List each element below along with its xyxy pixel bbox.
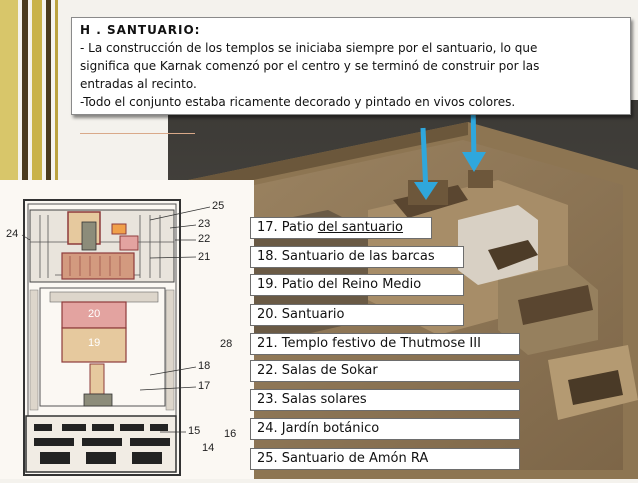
legend-item-23: 23. Salas solares xyxy=(250,389,520,411)
plan-number-21: 21 xyxy=(198,251,211,263)
title-underline xyxy=(80,133,195,134)
legend-item-25: 25. Santuario de Amón RA xyxy=(250,448,520,470)
plan-number-19: 19 xyxy=(88,337,101,349)
plan-number-18: 18 xyxy=(198,360,211,372)
plan-number-20: 20 xyxy=(88,308,101,320)
legend-item-19: 19. Patio del Reino Medio xyxy=(250,274,464,296)
legend-item-18: 18. Santuario de las barcas xyxy=(250,246,464,268)
legend-item-22: 22. Salas de Sokar xyxy=(250,360,520,382)
plan-number-25: 25 xyxy=(212,200,225,212)
legend-item-24: 24. Jardín botánico xyxy=(250,418,520,440)
plan-number-15: 15 xyxy=(188,425,201,437)
slide-line-4: -Todo el conjunto estaba ricamente decorado y pintado en vivos colores. xyxy=(80,95,516,109)
legend-item-20: 20. Santuario xyxy=(250,304,464,326)
legend-item-17: 17. Patio del santuario xyxy=(250,217,432,239)
temple-floor-plan xyxy=(0,180,254,479)
plan-number-16: 16 xyxy=(224,428,237,440)
slide-line-2: significa que Karnak comenzó por el centro y se terminó de construir por las xyxy=(80,59,540,73)
plan-number-28: 28 xyxy=(220,338,233,350)
slide-line-1: - La construcción de los templos se iniciaba siempre por el santuario, lo que xyxy=(80,41,538,55)
slide-line-3: entradas al recinto. xyxy=(80,77,197,91)
plan-number-14: 14 xyxy=(202,442,215,454)
plan-number-17: 17 xyxy=(198,380,211,392)
slide-title: H . SANTUARIO: xyxy=(80,23,201,37)
plan-number-22: 22 xyxy=(198,233,211,245)
legend-item-21: 21. Templo festivo de Thutmose III xyxy=(250,333,520,355)
plan-number-24: 24 xyxy=(6,228,19,240)
slide-text-box xyxy=(71,17,631,115)
plan-number-23: 23 xyxy=(198,218,211,230)
